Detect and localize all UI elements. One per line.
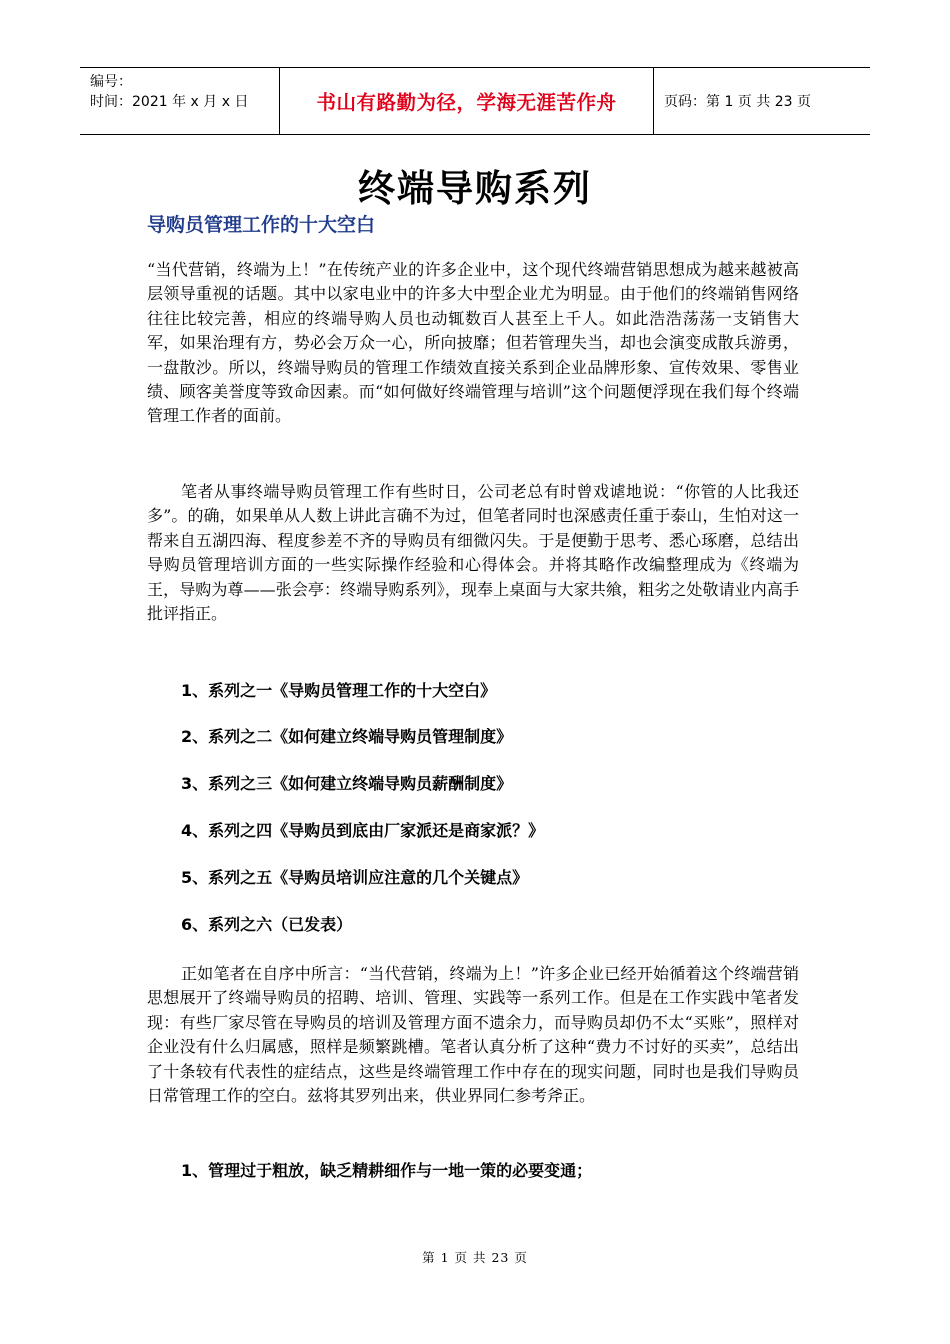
document-title: 终端导购系列 xyxy=(358,167,592,210)
point-1: 1、管理过于粗放，缺乏精耕细作与一地一策的必要变通； xyxy=(181,1161,593,1180)
series-item-4: 4、系列之四《导购员到底由厂家派还是商家派？》 xyxy=(181,821,545,840)
series-item-5: 5、系列之五《导购员培训应注意的几个关键点》 xyxy=(181,868,529,887)
document-subtitle: 导购员管理工作的十大空白 xyxy=(147,214,376,236)
document-header xyxy=(80,67,870,135)
series-item-3: 3、系列之三《如何建立终端导购员薪酬制度》 xyxy=(181,774,513,793)
body-paragraph: 正如笔者在自序中所言：“当代营销，终端为上！”许多企业已经开始循着这个终端营销思想展开了终端导购员的招聘、培训、管理、实践等一系列工作。但是在工作实践中笔者发现：有些厂家尽管在导购员的培训及管理方面不遗余力，而导购员却仍不太“买账”，照样对企业没有什么归属感，照样是频繁跳槽。笔者认真分析了这种“费力不讨好的买卖”，总结出了十条较有代表性的症结点，这些是终端管理工作中存在的现实问题，同时也是我们导购员日常管理工作的空白。兹将其罗列出来，供业界同仁参考斧正。 xyxy=(147,964,799,1106)
date-label: 时间：2021 年 x 月 x 日 xyxy=(90,94,249,110)
intro-paragraph: “当代营销，终端为上！”在传统产业的许多企业中，这个现代终端营销思想成为越来越被高层领导重视的话题。其中以家电业中的许多大中型企业尤为明显。由于他们的终端销售网络往往比较完善，相应的终端导购人员也动辄数百人甚至上千人。如此浩浩荡荡一支销售大军，如果治理有方，势必会万众一心，所向披靡；但若管理失当，却也会演变成散兵游勇，一盘散沙。所以，终端导购员的管理工作绩效直接关系到企业品牌形象、宣传效果、零售业绩、顾客美誉度等致命因素。而“如何做好终端管理与培训”这个问题便浮现在我们每个终端管理工作者的面前。 xyxy=(147,260,799,426)
author-paragraph: 笔者从事终端导购员管理工作有些时日，公司老总有时曾戏谑地说：“你管的人比我还多”。的确，如果单从人数上讲此言确不为过，但笔者同时也深感责任重于泰山，生怕对这一帮来自五湖四海、程度参差不齐的导购员有细微闪失。于是便勤于思考、悉心琢磨，总结出导购员管理培训方面的一些实际操作经验和心得体会。并将其略作改编整理成为《终端为王，导购为尊——张会亭：终端导购系列》，现奉上桌面与大家共飨，粗劣之处敬请业内高手批评指正。 xyxy=(147,482,799,624)
header-motto: 书山有路勤为径，学海无涯苦作舟 xyxy=(280,68,654,134)
series-item-1: 1、系列之一《导购员管理工作的十大空白》 xyxy=(181,681,497,700)
header-page-info: 页码：第 1 页 共 23 页 xyxy=(664,94,811,110)
header-meta xyxy=(80,68,280,134)
series-item-6: 6、系列之六（已发表） xyxy=(181,915,353,934)
series-item-2: 2、系列之二《如何建立终端导购员管理制度》 xyxy=(181,727,513,746)
page-footer: 第 1 页 共 23 页 xyxy=(422,1250,528,1265)
number-label: 编号： xyxy=(90,74,132,90)
